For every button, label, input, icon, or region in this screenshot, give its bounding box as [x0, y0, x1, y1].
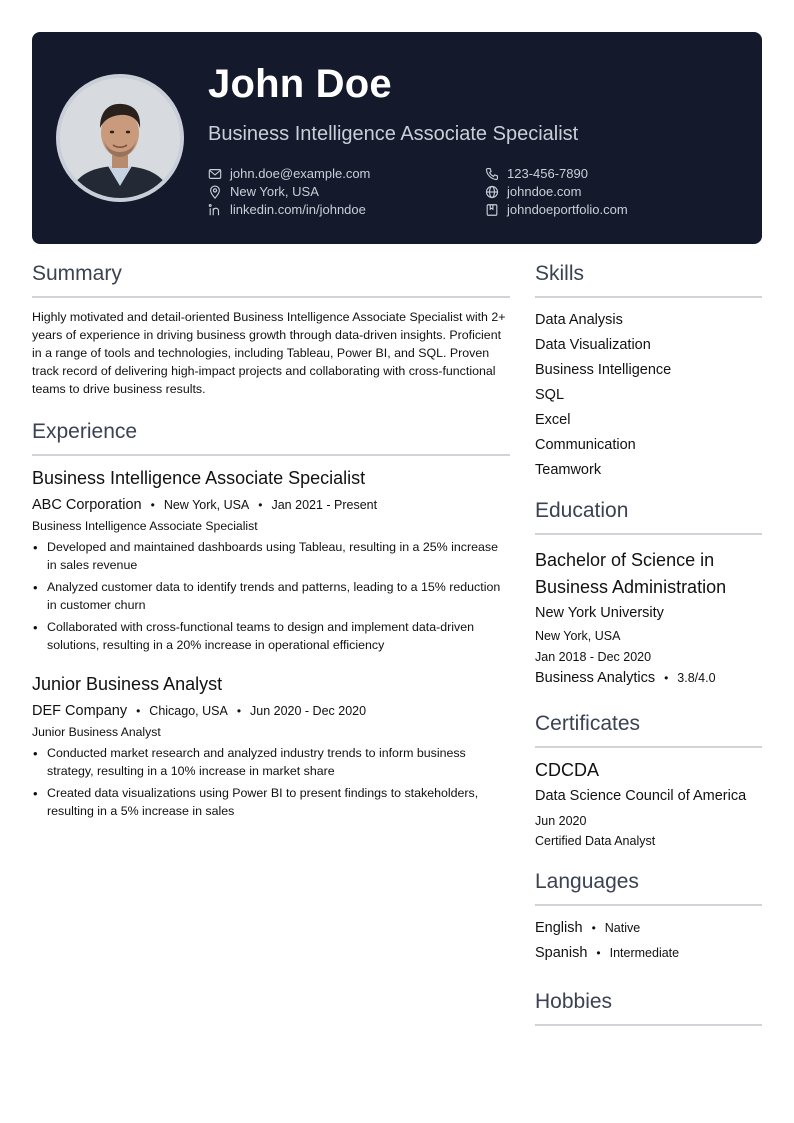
separator-dot: • [236, 704, 242, 718]
experience-bullets [32, 538, 510, 654]
skill-item: SQL [535, 387, 565, 403]
contact-website[interactable] [485, 184, 581, 199]
job-title: Business Intelligence Associate Specialist [208, 123, 579, 145]
contact-email[interactable] [208, 166, 370, 181]
header-banner [32, 32, 762, 244]
contact-portfolio[interactable] [485, 202, 628, 217]
skill-item: Data Analysis [535, 312, 623, 328]
experience-bullet: • Conducted market research and analyzed industry trends to inform business strategy, resulting in a 10% increase in market share [32, 744, 510, 780]
education-heading: Education [535, 499, 762, 535]
linkedin-icon [208, 203, 222, 217]
experience-location: New York, USA [163, 498, 250, 512]
language-level: Native [604, 921, 641, 935]
phone-text: 123-456-7890 [507, 166, 588, 181]
skill-item: Excel [535, 412, 571, 428]
experience-meta [32, 703, 510, 719]
language-level: Intermediate [609, 946, 680, 960]
language-item [535, 941, 762, 966]
certificates-heading: Certificates [535, 712, 762, 748]
language-item [535, 916, 762, 941]
experience-bullets [32, 744, 510, 820]
experience-company: DEF Company [32, 703, 128, 719]
languages-heading: Languages [535, 870, 762, 906]
profile-photo [56, 74, 184, 202]
phone-icon [485, 167, 499, 181]
experience-meta [32, 497, 510, 513]
experience-company: ABC Corporation [32, 497, 142, 513]
experience-dates: Jan 2021 - Present [271, 498, 378, 512]
location-pin-icon [208, 185, 222, 199]
experience-item [32, 674, 510, 820]
full-name: John Doe [208, 62, 392, 106]
separator-dot: • [136, 704, 141, 718]
mail-icon [208, 167, 222, 181]
experience-dates: Jun 2020 - Dec 2020 [250, 704, 367, 718]
certificate-issuer: Data Science Council of America [535, 788, 747, 804]
experience-bullet: • Analyzed customer data to identify trends and patterns, leading to a 15% reduction in customer churn [32, 578, 510, 614]
skills-heading: Skills [535, 262, 762, 298]
experience-bullet: • Developed and maintained dashboards using Tableau, resulting in a 25% increase in sales revenue [32, 538, 510, 574]
education-school: New York University [535, 605, 664, 621]
experience-item [32, 468, 510, 654]
certificate-name: CDCDA [535, 760, 600, 780]
skill-item: Teamwork [535, 462, 602, 478]
experience-title: Junior Business Analyst [32, 674, 223, 694]
linkedin-text: linkedin.com/in/johndoe [230, 202, 366, 217]
skill-item: Data Visualization [535, 337, 651, 353]
contact-phone[interactable] [485, 166, 588, 181]
language-name: Spanish [535, 945, 588, 961]
separator-dot: • [150, 498, 155, 512]
education-dates: Jan 2018 - Dec 2020 [535, 650, 652, 664]
summary-text: Highly motivated and detail-oriented Business Intelligence Associate Specialist with 2+ years of experience in driving business growth through data-driven insights. Proficient in a range of tools and technologies, including Tableau, Power BI, and SQL. Proven track record of delivering high-impact projects and collaborating with cross-functional teams to drive business results. [32, 310, 506, 396]
education-degree: Bachelor of Science in Business Administration [535, 550, 727, 597]
side-column [535, 262, 762, 1036]
separator-dot: • [596, 946, 601, 960]
globe-icon [485, 185, 499, 199]
language-name: English [535, 920, 583, 936]
separator-dot: • [591, 921, 596, 935]
separator-dot: • [664, 671, 669, 685]
experience-bullet: • Created data visualizations using Power BI to present findings to stakeholders, resulting in a 5% increase in sales [32, 784, 510, 820]
summary-heading: Summary [32, 262, 510, 298]
experience-bullet: • Collaborated with cross-functional teams to design and implement data-driven solutions, resulting in a 20% increase in operational efficiency [32, 618, 510, 654]
skill-item: Business Intelligence [535, 362, 672, 378]
education-gpa: 3.8/4.0 [677, 671, 716, 685]
experience-location: Chicago, USA [149, 704, 228, 718]
portfolio-text: johndoeportfolio.com [507, 202, 628, 217]
experience-subtitle: Business Intelligence Associate Specialist [32, 519, 258, 533]
main-column [32, 262, 510, 824]
experience-heading: Experience [32, 420, 510, 456]
website-text: johndoe.com [507, 184, 582, 199]
separator-dot: • [258, 498, 263, 512]
contact-linkedin[interactable] [208, 202, 366, 217]
certificate-date: Jun 2020 [535, 814, 587, 828]
education-field: Business Analytics [535, 670, 656, 686]
certificate-description: Certified Data Analyst [535, 834, 656, 848]
contact-location [208, 184, 319, 199]
education-location: New York, USA [535, 629, 621, 643]
experience-subtitle: Junior Business Analyst [32, 725, 161, 739]
education-meta [535, 670, 762, 686]
profile-photo-illustration [60, 78, 180, 198]
skills-list [535, 308, 762, 483]
portfolio-icon [485, 203, 499, 217]
hobbies-heading: Hobbies [535, 990, 762, 1026]
skill-item: Communication [535, 437, 636, 453]
email-text: john.doe@example.com [230, 166, 371, 181]
location-text: New York, USA [230, 184, 319, 199]
experience-title: Business Intelligence Associate Specialist [32, 468, 366, 488]
